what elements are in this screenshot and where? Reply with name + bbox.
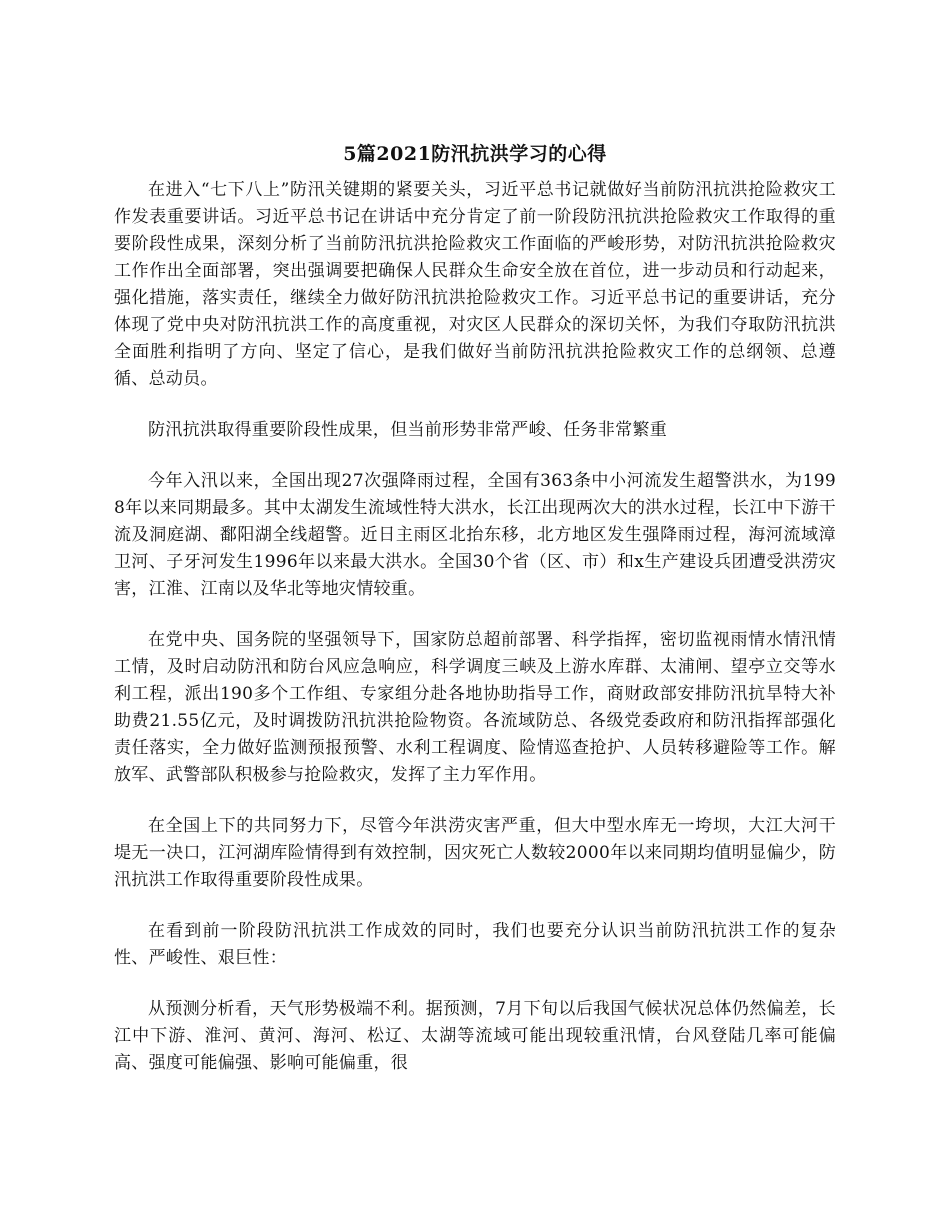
paragraph-achievements: 在全国上下的共同努力下，尽管今年洪涝灾害严重，但大中型水库无一垮坝，大江大河干堤无一决口，江河湖库险情得到有效控制，因灾死亡人数较2000年以来同期均值明显偏少，防汛抗洪工作取得重要阶段性成果。	[114, 816, 836, 890]
paragraph-flood-situation: 今年入汛以来，全国出现27次强降雨过程，全国有363条中小河流发生超警洪水，为1998年以来同期最多。其中太湖发生流域性特大洪水，长江出现两次大的洪水过程，长江中下游干流及洞庭湖、鄱阳湖全线超警。近日主雨区北抬东移，北方地区发生强降雨过程，海河流域漳卫河、子牙河发生1996年以来最大洪水。全国30个省（区、市）和x生产建设兵团遭受洪涝灾害，江淮、江南以及华北等地灾情较重。	[114, 471, 836, 599]
paragraph-complexity: 在看到前一阶段防汛抗洪工作成效的同时，我们也要充分认识当前防汛抗洪工作的复杂性、严峻性、艰巨性：	[114, 921, 836, 968]
document-body	[114, 141, 836, 1077]
section-heading: 防汛抗洪取得重要阶段性成果，但当前形势非常严峻、任务非常繁重	[148, 420, 667, 440]
document-title: 5篇2021防汛抗洪学习的心得	[343, 143, 607, 165]
paragraph-leadership: 在党中央、国务院的坚强领导下，国家防总超前部署、科学指挥，密切监视雨情水情汛情工情，及时启动防汛和防台风应急响应，科学调度三峡及上游水库群、太浦闸、望亭立交等水利工程，派出190多个工作组、专家组分赴各地协助指导工作，商财政部安排防汛抗旱特大补助费21.55亿元，及时调拨防汛抗洪抢险物资。各流域防总、各级党委政府和防汛指挥部强化责任落实，全力做好监测预报预警、水利工程调度、险情巡查抢护、人员转移避险等工作。解放军、武警部队积极参与抢险救灾，发挥了主力军作用。	[114, 630, 836, 785]
paragraph-intro: 在进入“七下八上”防汛关键期的紧要关头，习近平总书记就做好当前防汛抗洪抢险救灾工作发表重要讲话。习近平总书记在讲话中充分肯定了前一阶段防汛抗洪抢险救灾工作取得的重要阶段性成果，深刻分析了当前防汛抗洪抢险救灾工作面临的严峻形势，对防汛抗洪抢险救灾工作作出全面部署，突出强调要把确保人民群众生命安全放在首位，进一步动员和行动起来，强化措施，落实责任，继续全力做好防汛抗洪抢险救灾工作。习近平总书记的重要讲话，充分体现了党中央对防汛抗洪工作的高度重视，对灾区人民群众的深切关怀，为我们夺取防汛抗洪全面胜利指明了方向、坚定了信心，是我们做好当前防汛抗洪抢险救灾工作的总纲领、总遵循、总动员。	[114, 180, 836, 389]
paragraph-forecast: 从预测分析看，天气形势极端不利。据预测，7月下旬以后我国气候状况总体仍然偏差，长江中下游、淮河、黄河、海河、松辽、太湖等流域可能出现较重汛情，台风登陆几率可能偏高、强度可能偏强、影响可能偏重，很	[114, 999, 836, 1073]
